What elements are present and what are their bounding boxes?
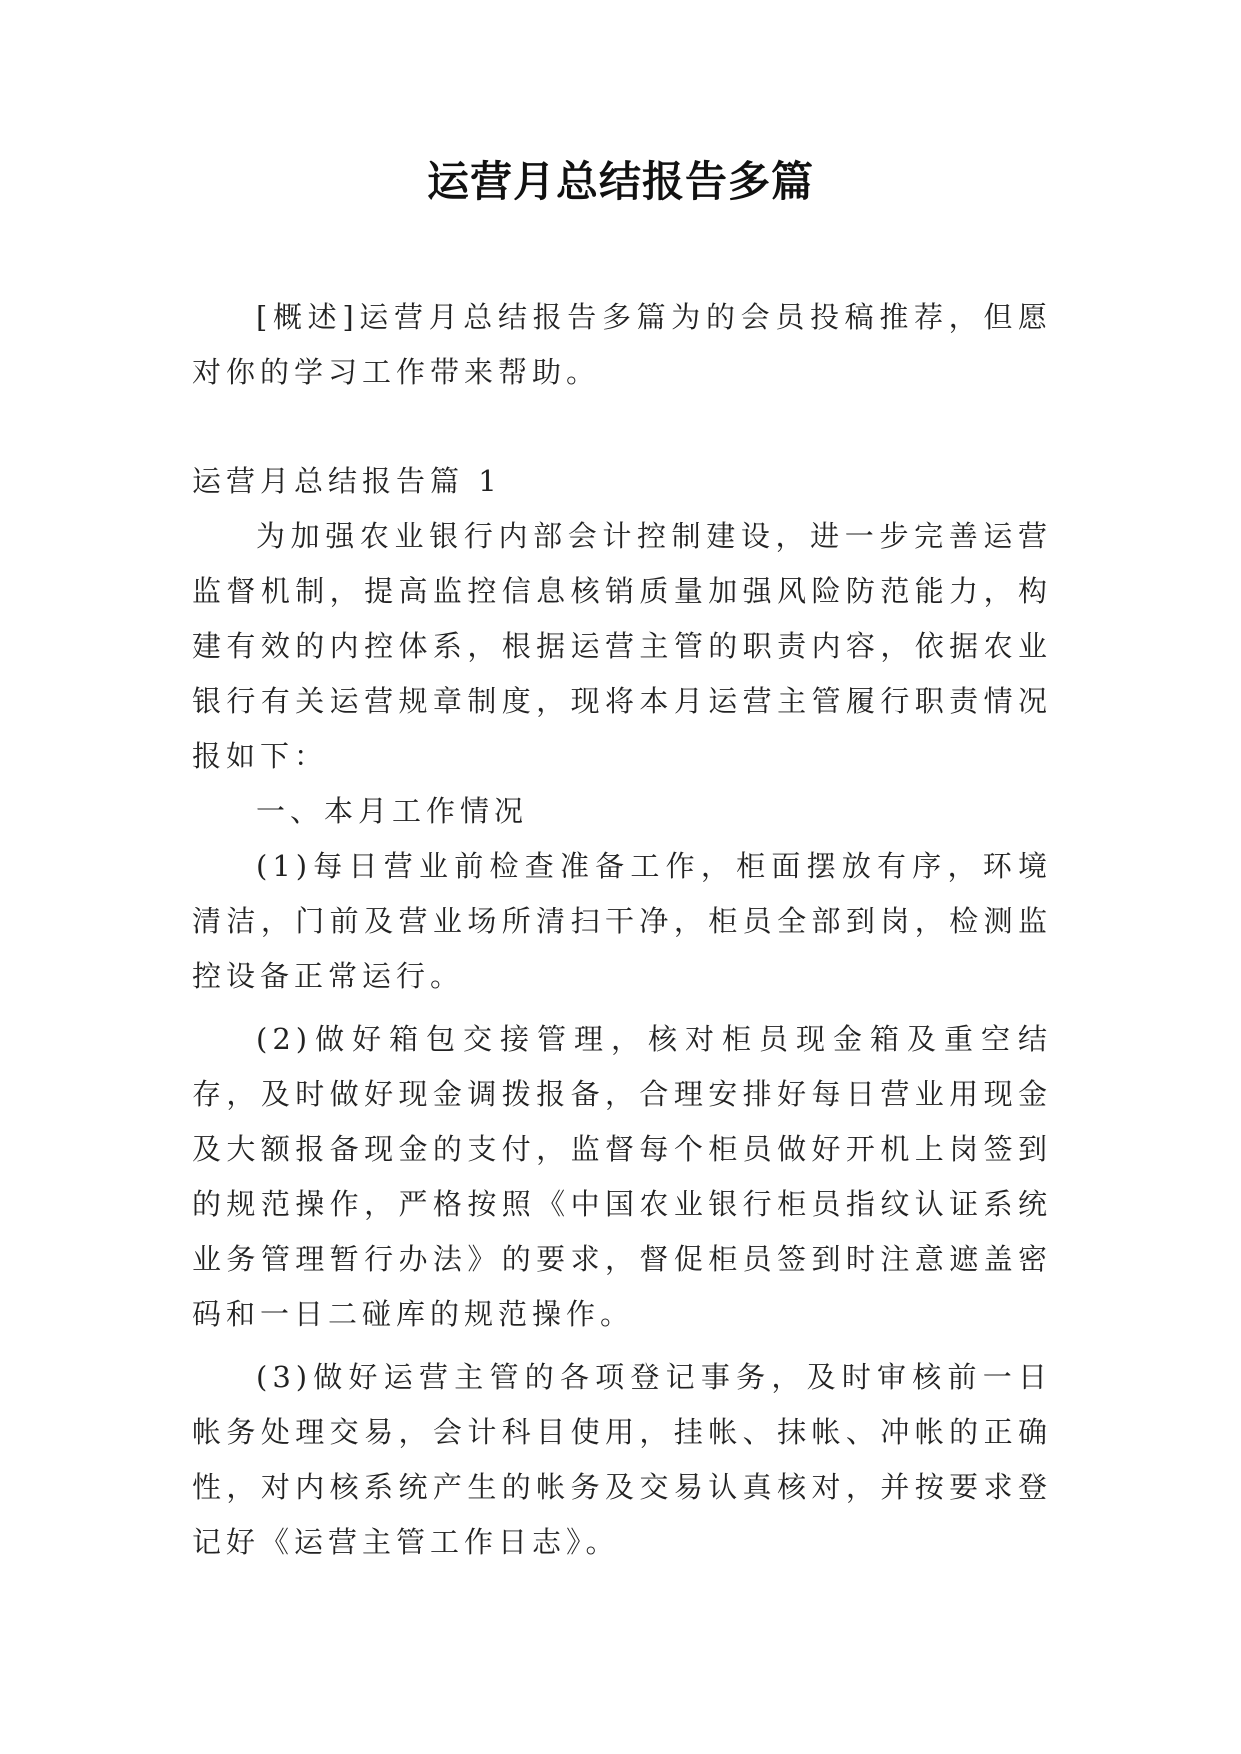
item-paragraph-1: (1)每日营业前检查准备工作，柜面摆放有序，环境清洁，门前及营业场所清扫干净，柜员全部到岗，检测监控设备正常运行。 [192, 849, 1052, 993]
item-paragraph-2: (2)做好箱包交接管理，核对柜员现金箱及重空结存，及时做好现金调拨报备，合理安排好每日营业用现金及大额报备现金的支付，监督每个柜员做好开机上岗签到的规范操作，严格按照《中国农业银行柜员指纹认证系统业务管理暂行办法》的要求，督促柜员签到时注意遮盖密码和一日二碰库的规范操作。 [192, 1022, 1052, 1331]
intro-paragraph: 为加强农业银行内部会计控制建设，进一步完善运营监督机制，提高监控信息核销质量加强风险防范能力，构建有效的内控体系，根据运营主管的职责内容，依据农业银行有关运营规章制度，现将本月运营主管履行职责情况报如下： [192, 519, 1052, 773]
item-paragraph-3: (3)做好运营主管的各项登记事务，及时审核前一日帐务处理交易，会计科目使用，挂帐、抹帐、冲帐的正确性，对内核系统产生的帐务及交易认真核对，并按要求登记好《运营主管工作日志》。 [192, 1360, 1052, 1559]
document-body [192, 290, 1052, 1570]
document-title: 运营月总结报告多篇 [426, 157, 814, 206]
subsection-heading: 一、本月工作情况 [256, 794, 529, 828]
section-heading: 运营月总结报告篇 1 [192, 464, 502, 498]
summary-paragraph: [概述]运营月总结报告多篇为的会员投稿推荐，但愿对你的学习工作带来帮助。 [192, 300, 1052, 389]
